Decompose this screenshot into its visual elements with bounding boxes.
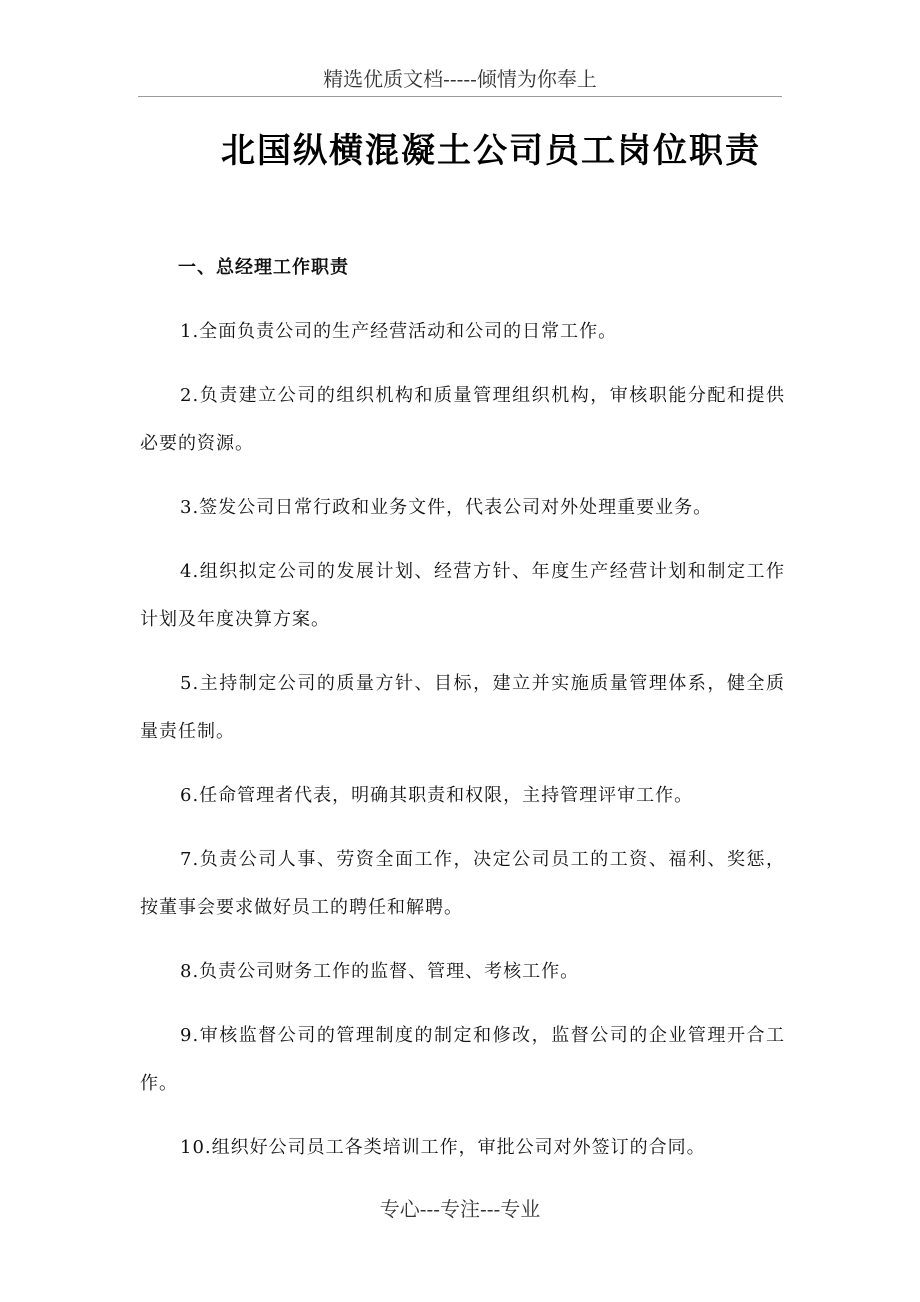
section-heading: 一、总经理工作职责 [178, 257, 349, 278]
page-footer [0, 1192, 920, 1226]
duty-item-6: 6.任命管理者代表，明确其职责和权限，主持管理评审工作。 [180, 785, 694, 806]
footer-text: 专心---专注---专业 [379, 1197, 541, 1221]
duty-item-1: 1.全面负责公司的生产经营活动和公司的日常工作。 [180, 321, 618, 342]
header-text: 精选优质文档-----倾情为你奉上 [323, 67, 597, 91]
duty-item-2: 2.负责建立公司的组织机构和质量管理组织机构，审核职能分配和提供必要的资源。 [140, 385, 785, 454]
duty-item-7: 7.负责公司人事、劳资全面工作，决定公司员工的工资、福利、奖惩，按董事会要求做好员工的聘任和解聘。 [140, 849, 785, 918]
page-header [138, 62, 782, 97]
duty-item-3: 3.签发公司日常行政和业务文件，代表公司对外处理重要业务。 [180, 497, 713, 518]
duty-item-8: 8.负责公司财务工作的监督、管理、考核工作。 [180, 961, 580, 982]
document-title: 北国纵横混凝土公司员工岗位职责 [221, 131, 761, 171]
document-body [140, 246, 785, 1188]
duty-item-5: 5.主持制定公司的质量方针、目标，建立并实施质量管理体系，健全质量责任制。 [140, 673, 785, 742]
duty-item-10: 10.组织好公司员工各类培训工作，审批公司对外签订的合同。 [180, 1137, 706, 1158]
duty-item-9: 9.审核监督公司的管理制度的制定和修改，监督公司的企业管理开合工作。 [140, 1025, 785, 1094]
duty-item-4: 4.组织拟定公司的发展计划、经营方针、年度生产经营计划和制定工作计划及年度决算方案。 [140, 561, 785, 630]
